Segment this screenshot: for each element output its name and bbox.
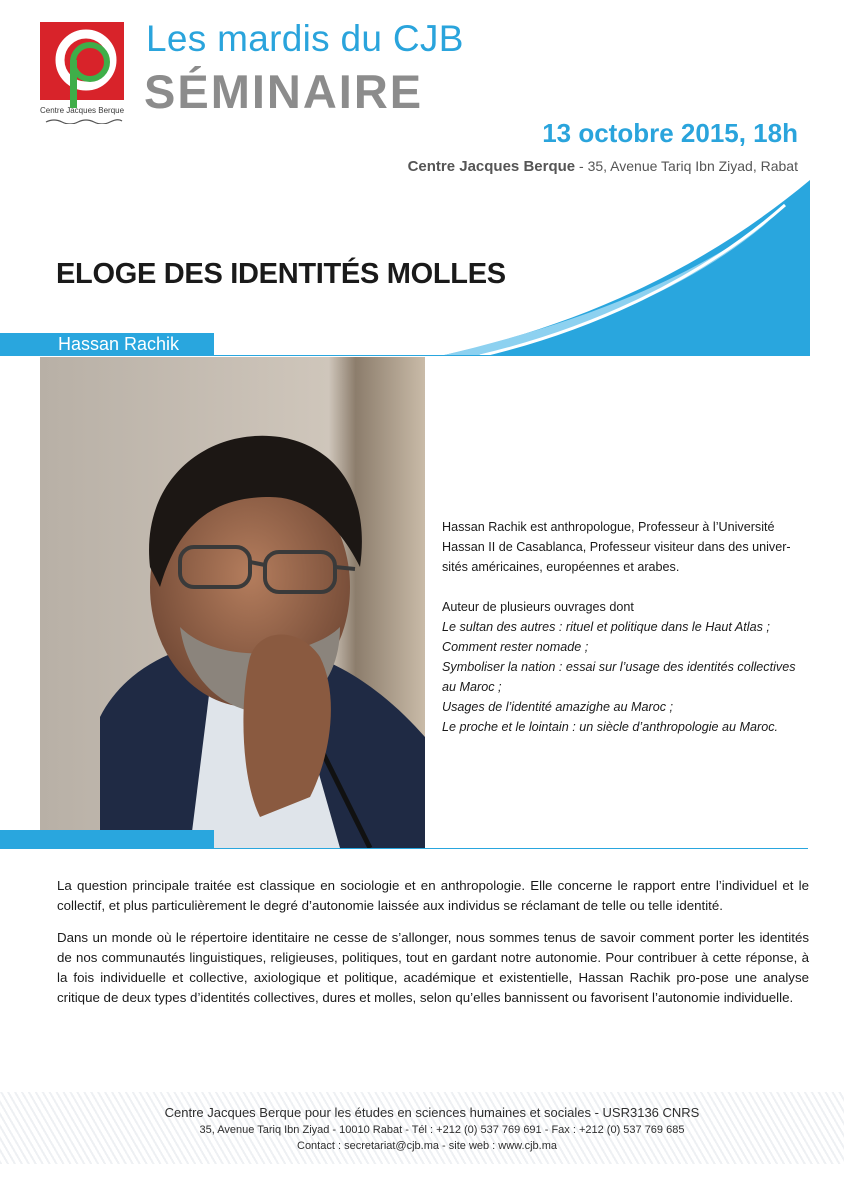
work-title: Usages de l’identité amazighe au Maroc ;: [442, 700, 674, 714]
speaker-name: Hassan Rachik: [58, 334, 180, 354]
speaker-photo: [40, 357, 425, 848]
bio-intro-line: Hassan II de Casablanca, Professeur visiteur dans des univer-: [442, 540, 791, 554]
event-kind-heading: SÉMINAIRE: [144, 65, 424, 118]
footer-contact-line: Contact : secretariat@cjb.ma - site web : www.cjb.ma: [297, 1140, 557, 1152]
work-title: Le sultan des autres : rituel et politique dans le Haut Atlas ;: [442, 620, 770, 634]
speaker-bio: [442, 517, 812, 737]
work-title: Comment rester nomade ;: [442, 640, 589, 654]
divider-line-top: [0, 355, 808, 356]
works-heading: Auteur de plusieurs ouvrages dont: [442, 600, 634, 614]
accent-bar-bottom: [0, 830, 214, 848]
footer-address-line: 35, Avenue Tariq Ibn Ziyad - 10010 Rabat - Tél : +212 (0) 537 769 691 - Fax : +212 (0) 537 769 685: [199, 1124, 685, 1136]
seminar-abstract: [57, 876, 809, 1020]
series-title: Les mardis du CJB: [146, 18, 464, 59]
logo-arabic-text-mark: [44, 118, 124, 124]
work-title: Le proche et le lointain : un siècle d’anthropologie au Maroc.: [442, 720, 779, 734]
cjb-logo: [40, 22, 126, 128]
seminar-title: ELOGE DES IDENTITÉS MOLLES: [56, 258, 506, 290]
venue-address: - 35, Avenue Tariq Ibn Ziyad, Rabat: [575, 158, 798, 174]
logo-p-mark-icon: [48, 26, 124, 110]
abstract-paragraph-1: La question principale traitée est classique en sociologie et en anthropologie. Elle concerne le rapport entre l’individuel et le collectif, et plus particulièrement le degré d’autonomie laissée aux individus se réclamant de telle ou telle identité.: [57, 878, 809, 913]
abstract-paragraph-2: Dans un monde où le répertoire identitaire ne cesse de s’allonger, nous sommes tenus de savoir comment porter les identités de nos communautés linguistiques, religieuses, politiques, tout en gardant notre autonomie. Pour contribuer à cette réponse, à la fois individuelle et collective, axiologique et politique, académique et existentielle, Hassan Rachik pro-pose une analyse critique de deux types d’identités collectives, dures et molles, selon qu’elles bannissent ou favorisent l’autonomie individuelle.: [57, 930, 809, 1005]
work-title: Symboliser la nation : essai sur l’usage des identités collectives: [442, 660, 796, 674]
divider-line-bottom: [0, 848, 808, 849]
logo-org-name: Centre Jacques Berque: [40, 106, 125, 115]
bio-intro-line: Hassan Rachik est anthropologue, Professeur à l’Université: [442, 520, 775, 534]
event-date: 13 octobre 2015, 18h: [542, 118, 798, 148]
venue-name: Centre Jacques Berque: [407, 158, 576, 175]
speaker-photo-illustration: [40, 357, 425, 848]
footer-org-line: Centre Jacques Berque pour les études en sciences humaines et sociales - USR3136 CNRS: [164, 1105, 700, 1120]
event-venue: [408, 158, 798, 175]
bio-intro-line: sités américaines, européennes et arabes.: [442, 560, 680, 574]
footer: [0, 1104, 844, 1154]
work-title: au Maroc ;: [442, 680, 502, 694]
